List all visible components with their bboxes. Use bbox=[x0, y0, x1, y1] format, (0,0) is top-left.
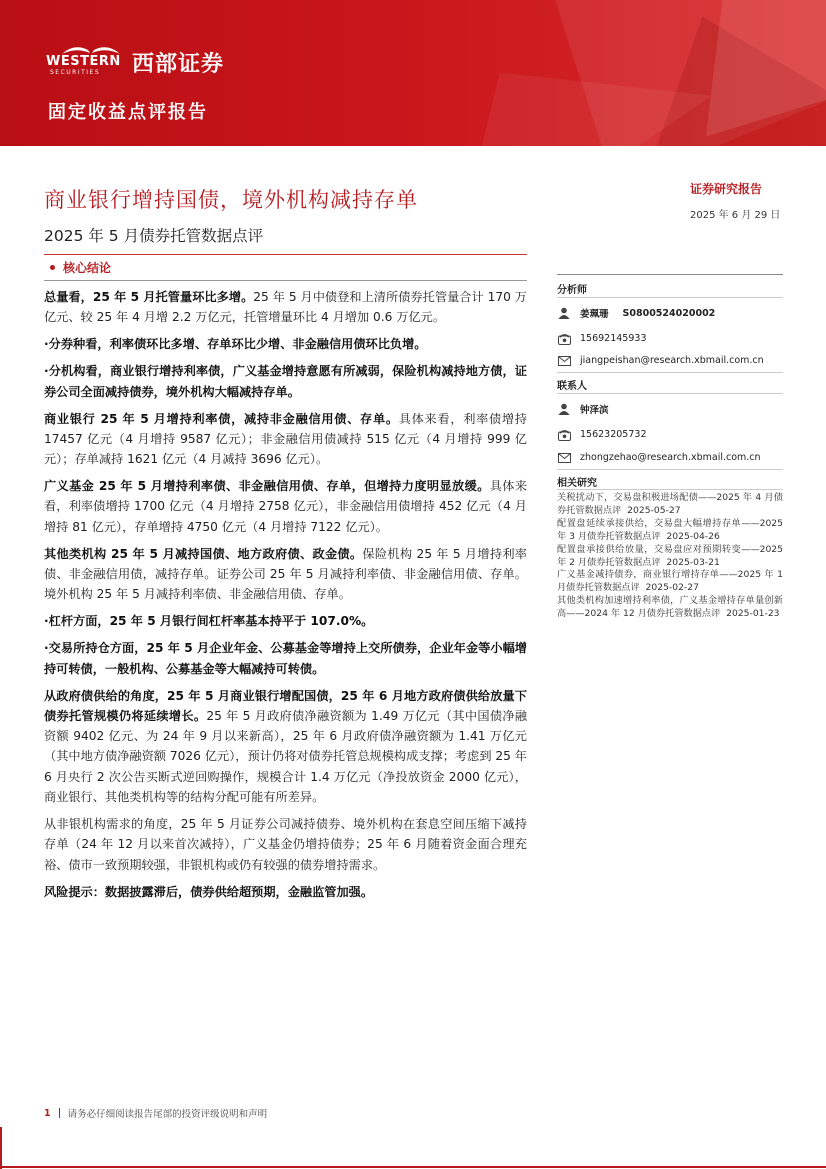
report-subtitle: 2025 年 5 月债券托管数据点评 bbox=[44, 227, 264, 245]
contact-name: 钟泽滨 bbox=[580, 405, 609, 416]
paragraph-lead: ·分机构看，商业银行增持利率债，广义基金增持意愿有所减弱，保险机构减持地方债，证券公司全面减持债券，境外机构大幅减持存单。 bbox=[44, 364, 527, 399]
paragraph bbox=[44, 686, 527, 808]
related-item[interactable] bbox=[557, 518, 783, 544]
paragraph-lead: 广义基金 25 年 5 月增持利率债、非金融信用债、存单，但增持力度明显放缓。 bbox=[44, 479, 490, 494]
analyst-name-row bbox=[557, 306, 715, 320]
contact-phone-row bbox=[557, 428, 647, 441]
divider bbox=[557, 372, 783, 373]
paragraph bbox=[44, 409, 527, 470]
section-heading bbox=[44, 259, 111, 276]
person-icon bbox=[557, 403, 571, 416]
analyst-email-row[interactable] bbox=[557, 354, 764, 367]
paragraph-lead: 风险提示：数据披露滞后，债券供给超预期，金融监管加强。 bbox=[44, 884, 374, 899]
paragraph-text: 具体来看，利率债增持 1700 亿元（4 月增持 2758 亿元），非金融信用债增持 452 亿元（4 月增持 81 亿元），存单增持 4750 亿元（4 月增持 7122 亿元）。 bbox=[44, 479, 528, 534]
logo-english-sub: SECURITIES bbox=[50, 69, 101, 76]
bullet-icon bbox=[50, 265, 55, 270]
paragraph-lead: 其他类机构 25 年 5 月减持国债、地方政府债、政金债。 bbox=[44, 546, 363, 561]
related-item-date: 2025-01-23 bbox=[726, 608, 780, 620]
related-item-title[interactable]: 配置盘延续承接供给，交易盘大幅增持存单——2025 年 3 月债券托管数据点评 bbox=[557, 517, 783, 542]
related-item-date: 2025-03-21 bbox=[666, 556, 720, 568]
report-category: 证券研究报告 bbox=[690, 182, 763, 196]
phone-icon bbox=[557, 428, 571, 441]
contact-phone: 15623205732 bbox=[580, 429, 647, 440]
footer-disclaimer: 请务必仔细阅读报告尾部的投资评级说明和声明 bbox=[67, 1109, 268, 1120]
divider bbox=[557, 469, 783, 470]
related-item-date: 2025-04-26 bbox=[666, 530, 720, 542]
contact-heading bbox=[557, 377, 783, 392]
related-item-title[interactable]: 关税扰动下，交易盘积极进场配债——2025 年 4 月债券托管数据点评 bbox=[557, 492, 783, 516]
email-icon bbox=[557, 354, 571, 367]
report-date: 2025 年 6 月 29 日 bbox=[690, 210, 781, 221]
analyst-heading bbox=[557, 281, 783, 296]
divider bbox=[557, 274, 783, 275]
paragraph-text: 保险机构 25 年 5 月增持利率债、非金融信用债，减持存单。证券公司 25 年 5 月减持利率债、非金融信用债、存单。境外机构 25 年 5 月减持利率债、非金融信用债、存单。 bbox=[44, 546, 527, 602]
paragraph-lead: ·交易所持仓方面，25 年 5 月企业年金、公募基金等增持上交所债券，企业年金等小幅增持可转债，一般机构、公募基金等大幅减持可转债。 bbox=[44, 641, 527, 676]
logo-mark bbox=[46, 45, 132, 79]
contact-label: 联系人 bbox=[557, 381, 587, 392]
divider bbox=[44, 254, 527, 255]
company-logo bbox=[46, 45, 224, 79]
paragraph-lead: ·分券种看，利率债环比多增、存单环比少增、非金融信用债环比负增。 bbox=[44, 337, 427, 352]
logo-english: WESTERN bbox=[46, 54, 121, 69]
divider bbox=[557, 489, 783, 490]
related-item[interactable] bbox=[557, 569, 783, 595]
person-icon bbox=[557, 307, 571, 320]
related-item[interactable] bbox=[557, 544, 783, 570]
footer bbox=[44, 1106, 267, 1120]
related-item[interactable] bbox=[557, 595, 783, 621]
summary-body bbox=[44, 287, 527, 909]
paragraph-lead: 从政府债供给的角度，25 年 5 月商业银行增配国债，25 年 6 月地方政府债供给放量下债券托管规模仍将延续增长。 bbox=[44, 688, 527, 723]
contact-email-row[interactable] bbox=[557, 451, 761, 464]
page-number: 1 bbox=[44, 1107, 51, 1119]
paragraph bbox=[44, 544, 527, 605]
related-item-title[interactable]: 其他类机构加速增持利率债，广义基金增持存单量创新高——2024 年 12 月债券托管数据点评 bbox=[557, 595, 783, 620]
analyst-email[interactable]: jiangpeishan@research.xbmail.com.cn bbox=[580, 355, 764, 366]
analyst-label: 分析师 bbox=[557, 285, 587, 296]
paragraph bbox=[44, 361, 527, 402]
paragraph bbox=[44, 814, 527, 875]
analyst-phone-row bbox=[557, 332, 647, 345]
paragraph-text: 25 年 5 月政府债净融资额为 1.49 万亿元（其中国债净融资额 9402 亿元、为 24 年 9 月以来新高），25 年 6 月政府债净融资额为 1.41 万亿元（其中地方债净融资额 7026 亿元），预计仍将对债券托管总规模构成支撑；考虑到 25 年 6 月央行 2 次公告买断式逆回购操作，规模合计 1.4 万亿元（净投放资金 2000 亿元），商业银行、其他类机构等的结构分配可能有所差异。 bbox=[44, 708, 528, 805]
related-heading bbox=[557, 474, 783, 489]
divider bbox=[557, 393, 783, 394]
paragraph bbox=[44, 287, 527, 328]
paragraph bbox=[44, 476, 527, 537]
related-item[interactable] bbox=[557, 492, 783, 518]
paragraph-lead: 总量看，25 年 5 月托管量环比多增。 bbox=[44, 290, 254, 304]
related-item-title[interactable]: 广义基金减持债券，商业银行增持存单——2025 年 1 月债券托管数据点评 bbox=[557, 569, 783, 594]
paragraph bbox=[44, 638, 527, 679]
paragraph-lead: ·杠杆方面，25 年 5 月银行间杠杆率基本持平于 107.0%。 bbox=[44, 614, 374, 629]
section-label: 核心结论 bbox=[63, 261, 112, 275]
report-title: 商业银行增持国债，境外机构减持存单 bbox=[44, 188, 418, 212]
contact-name-row bbox=[557, 402, 609, 416]
analyst-phone: 15692145933 bbox=[580, 333, 647, 344]
related-label: 相关研究 bbox=[557, 478, 597, 489]
risk-note bbox=[44, 882, 527, 902]
paragraph-lead: 商业银行 25 年 5 月增持利率债，减持非金融信用债、存单。 bbox=[44, 411, 399, 426]
related-item-date: 2025-05-27 bbox=[627, 504, 681, 516]
header-banner bbox=[0, 0, 826, 146]
page-border bbox=[0, 1166, 826, 1168]
related-research-list bbox=[557, 492, 783, 621]
paragraph-text: 具体来看，利率债增持 17457 亿元（4 月增持 9587 亿元）；非金融信用债减持 515 亿元（4 月增持 999 亿元）；存单减持 1621 亿元（4 月减持 3696 亿元）。 bbox=[44, 411, 527, 467]
paragraph bbox=[44, 611, 527, 631]
report-type: 固定收益点评报告 bbox=[48, 102, 208, 123]
paragraph-text: 从非银机构需求的角度，25 年 5 月证券公司减持债券、境外机构在套息空间压缩下减持存单（24 年 12 月以来首次减持），广义基金仍增持债券；25 年 6 月随着资金面合理充裕、债市一致预期较强，非银机构或仍有较强的债券增持需求。 bbox=[44, 817, 527, 872]
divider bbox=[557, 297, 783, 298]
paragraph-text: 25 年 5 月中债登和上清所债券托管量合计 170 万亿元、较 25 年 4 月增 2.2 万亿元，托管增量环比 4 月增加 0.6 万亿元。 bbox=[44, 290, 527, 325]
analyst-cert: S0800524020002 bbox=[622, 307, 716, 319]
related-item-title[interactable]: 配置盘承接供给放量，交易盘应对预期转变——2025 年 2 月债券托管数据点评 bbox=[557, 543, 783, 568]
footer-divider bbox=[59, 1108, 60, 1118]
divider bbox=[44, 280, 527, 281]
contact-email[interactable]: zhongzehao@research.xbmail.com.cn bbox=[580, 452, 761, 463]
phone-icon bbox=[557, 332, 571, 345]
page-border bbox=[0, 1127, 2, 1169]
logo-chinese: 西部证券 bbox=[132, 51, 225, 77]
email-icon bbox=[557, 451, 571, 464]
paragraph bbox=[44, 334, 527, 354]
analyst-name: 姜珮珊 bbox=[580, 309, 609, 320]
related-item-date: 2025-02-27 bbox=[645, 582, 699, 594]
